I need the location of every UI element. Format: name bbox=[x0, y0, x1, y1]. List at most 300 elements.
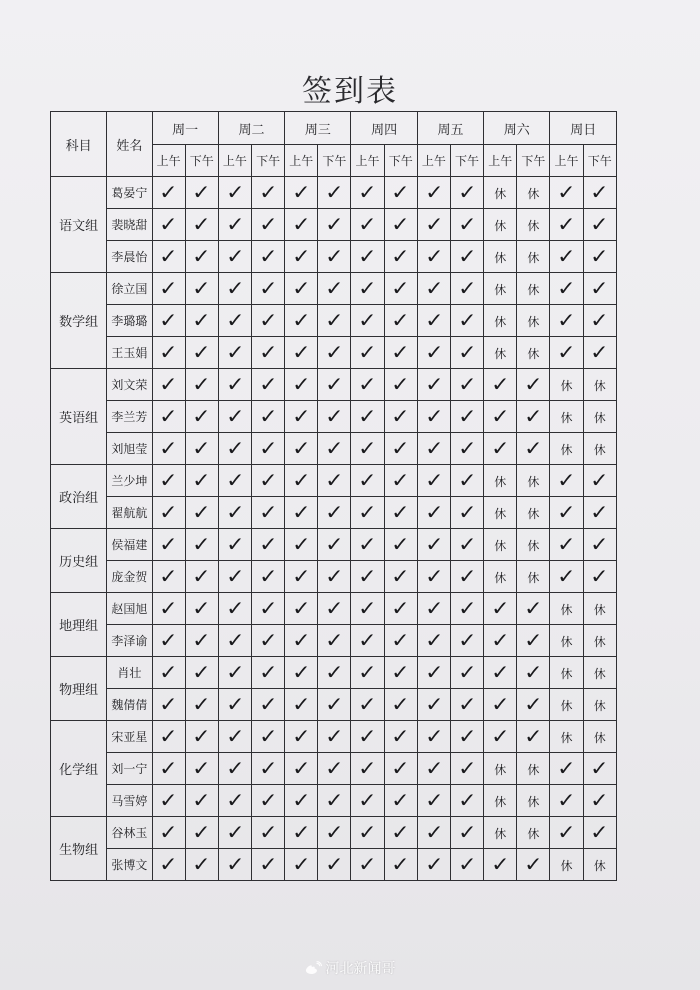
table-row bbox=[51, 560, 617, 592]
mark-cell bbox=[583, 337, 616, 369]
mark-cell bbox=[218, 401, 251, 433]
mark-cell bbox=[384, 624, 417, 656]
check-mark: ✓ bbox=[159, 787, 178, 812]
check-mark: ✓ bbox=[225, 851, 245, 876]
check-mark: ✓ bbox=[358, 500, 377, 525]
check-mark: ✓ bbox=[192, 787, 211, 812]
mark-cell bbox=[450, 816, 483, 848]
mark-cell bbox=[251, 241, 284, 273]
mark-cell bbox=[351, 560, 384, 592]
mark-cell bbox=[484, 369, 517, 401]
subject-cell: 数学组 bbox=[51, 273, 107, 369]
check-mark: ✓ bbox=[358, 404, 377, 429]
check-mark: ✓ bbox=[524, 404, 543, 429]
mark-cell bbox=[351, 529, 384, 561]
check-mark: ✓ bbox=[325, 340, 344, 365]
check-mark: ✓ bbox=[524, 723, 543, 748]
check-mark: ✓ bbox=[159, 340, 178, 365]
check-mark: ✓ bbox=[292, 212, 311, 237]
mark-cell bbox=[384, 688, 417, 720]
rest-mark: 休 bbox=[527, 315, 540, 330]
mark-cell bbox=[185, 720, 218, 752]
rest-mark: 休 bbox=[527, 570, 540, 585]
check-mark: ✓ bbox=[391, 500, 410, 525]
table-row bbox=[51, 784, 617, 816]
check-mark: ✓ bbox=[258, 659, 278, 684]
check-mark: ✓ bbox=[325, 532, 344, 556]
mark-cell bbox=[550, 337, 583, 369]
mark-cell bbox=[517, 688, 550, 720]
check-mark: ✓ bbox=[424, 404, 444, 429]
mark-cell bbox=[251, 848, 284, 880]
mark-cell bbox=[384, 529, 417, 561]
mark-cell bbox=[417, 241, 450, 273]
check-mark: ✓ bbox=[325, 372, 344, 397]
mark-cell bbox=[285, 624, 318, 656]
header-morning: 上午 bbox=[484, 145, 517, 177]
check-mark: ✓ bbox=[292, 723, 311, 748]
check-mark: ✓ bbox=[159, 180, 178, 205]
check-mark: ✓ bbox=[258, 851, 278, 876]
check-mark: ✓ bbox=[325, 659, 344, 684]
table-row bbox=[51, 656, 617, 688]
name-cell: 庞金贺 bbox=[107, 560, 152, 592]
mark-cell bbox=[583, 720, 616, 752]
mark-cell bbox=[484, 816, 517, 848]
check-mark: ✓ bbox=[524, 627, 543, 652]
mark-cell bbox=[318, 465, 351, 497]
check-mark: ✓ bbox=[325, 244, 344, 269]
sheet-title: 签到表 bbox=[302, 74, 398, 109]
mark-cell bbox=[285, 816, 318, 848]
mark-cell bbox=[318, 433, 351, 465]
rest-mark: 休 bbox=[494, 570, 507, 585]
check-mark: ✓ bbox=[292, 372, 311, 397]
check-mark: ✓ bbox=[292, 691, 311, 716]
mark-cell bbox=[550, 177, 583, 209]
check-mark: ✓ bbox=[325, 627, 344, 652]
mark-cell bbox=[218, 273, 251, 305]
name-cell: 裴晓甜 bbox=[107, 209, 152, 241]
mark-cell bbox=[152, 497, 185, 529]
check-mark: ✓ bbox=[391, 340, 410, 365]
check-mark: ✓ bbox=[225, 340, 245, 365]
rest-mark: 休 bbox=[593, 666, 606, 681]
mark-cell bbox=[450, 848, 483, 880]
mark-cell bbox=[152, 433, 185, 465]
attendance-table bbox=[50, 111, 617, 881]
check-mark: ✓ bbox=[457, 468, 477, 493]
check-mark: ✓ bbox=[391, 212, 410, 237]
mark-cell bbox=[450, 624, 483, 656]
check-mark: ✓ bbox=[391, 563, 410, 588]
check-mark: ✓ bbox=[292, 180, 311, 205]
check-mark: ✓ bbox=[424, 787, 444, 812]
mark-cell bbox=[550, 560, 583, 592]
check-mark: ✓ bbox=[258, 532, 278, 556]
check-mark: ✓ bbox=[457, 500, 477, 525]
check-mark: ✓ bbox=[159, 595, 178, 620]
mark-cell bbox=[218, 241, 251, 273]
mark-cell bbox=[384, 273, 417, 305]
check-mark: ✓ bbox=[159, 500, 178, 525]
check-mark: ✓ bbox=[524, 595, 543, 620]
rest-mark: 休 bbox=[593, 602, 606, 617]
mark-cell bbox=[517, 433, 550, 465]
check-mark: ✓ bbox=[557, 180, 576, 205]
mark-cell bbox=[484, 241, 517, 273]
mark-cell bbox=[351, 241, 384, 273]
name-cell: 肖壮 bbox=[107, 656, 152, 688]
mark-cell bbox=[251, 720, 284, 752]
mark-cell bbox=[185, 752, 218, 784]
mark-cell bbox=[218, 560, 251, 592]
mark-cell bbox=[218, 305, 251, 337]
mark-cell bbox=[318, 241, 351, 273]
check-mark: ✓ bbox=[424, 372, 444, 397]
check-mark: ✓ bbox=[391, 755, 410, 780]
mark-cell bbox=[517, 848, 550, 880]
mark-cell bbox=[152, 401, 185, 433]
rest-mark: 休 bbox=[593, 379, 606, 394]
table-row bbox=[51, 305, 617, 337]
mark-cell bbox=[185, 560, 218, 592]
rest-mark: 休 bbox=[560, 443, 573, 458]
mark-cell bbox=[218, 720, 251, 752]
mark-cell bbox=[517, 177, 550, 209]
mark-cell bbox=[218, 784, 251, 816]
rest-mark: 休 bbox=[494, 794, 507, 809]
mark-cell bbox=[218, 592, 251, 624]
mark-cell bbox=[417, 656, 450, 688]
rest-mark: 休 bbox=[593, 634, 606, 649]
check-mark: ✓ bbox=[292, 787, 311, 812]
mark-cell bbox=[318, 592, 351, 624]
check-mark: ✓ bbox=[590, 212, 610, 237]
mark-cell bbox=[517, 369, 550, 401]
check-mark: ✓ bbox=[490, 404, 510, 429]
check-mark: ✓ bbox=[358, 436, 377, 461]
name-cell: 王玉娟 bbox=[107, 337, 152, 369]
check-mark: ✓ bbox=[424, 755, 444, 780]
check-mark: ✓ bbox=[258, 787, 278, 812]
mark-cell bbox=[351, 401, 384, 433]
check-mark: ✓ bbox=[192, 308, 211, 333]
table-row bbox=[51, 592, 617, 624]
mark-cell bbox=[251, 816, 284, 848]
check-mark: ✓ bbox=[358, 372, 377, 397]
mark-cell bbox=[318, 337, 351, 369]
rest-mark: 休 bbox=[560, 379, 573, 394]
check-mark: ✓ bbox=[424, 851, 444, 876]
check-mark: ✓ bbox=[358, 787, 377, 812]
mark-cell bbox=[517, 656, 550, 688]
rest-mark: 休 bbox=[494, 762, 507, 777]
check-mark: ✓ bbox=[590, 468, 610, 493]
check-mark: ✓ bbox=[159, 468, 178, 493]
check-mark: ✓ bbox=[490, 723, 510, 748]
mark-cell bbox=[384, 720, 417, 752]
check-mark: ✓ bbox=[457, 308, 477, 333]
check-mark: ✓ bbox=[424, 276, 444, 301]
mark-cell bbox=[285, 177, 318, 209]
mark-cell bbox=[450, 688, 483, 720]
mark-cell bbox=[185, 273, 218, 305]
mark-cell bbox=[484, 337, 517, 369]
check-mark: ✓ bbox=[292, 500, 311, 525]
rest-mark: 休 bbox=[593, 698, 606, 713]
mark-cell bbox=[583, 209, 616, 241]
check-mark: ✓ bbox=[258, 500, 278, 525]
mark-cell bbox=[484, 497, 517, 529]
mark-cell bbox=[351, 369, 384, 401]
mark-cell bbox=[450, 720, 483, 752]
subject-cell: 英语组 bbox=[51, 369, 107, 465]
rest-mark: 休 bbox=[527, 251, 540, 266]
mark-cell bbox=[550, 592, 583, 624]
table-row bbox=[51, 337, 617, 369]
mark-cell bbox=[185, 241, 218, 273]
check-mark: ✓ bbox=[192, 340, 211, 365]
mark-cell bbox=[285, 784, 318, 816]
mark-cell bbox=[251, 529, 284, 561]
header-afternoon: 下午 bbox=[450, 145, 483, 177]
table-row bbox=[51, 273, 617, 305]
mark-cell bbox=[384, 752, 417, 784]
mark-cell bbox=[550, 497, 583, 529]
mark-cell bbox=[185, 816, 218, 848]
mark-cell bbox=[152, 816, 185, 848]
subject-cell: 化学组 bbox=[51, 720, 107, 816]
check-mark: ✓ bbox=[490, 372, 510, 397]
name-cell: 刘文荣 bbox=[107, 369, 152, 401]
mark-cell bbox=[152, 529, 185, 561]
mark-cell bbox=[285, 752, 318, 784]
mark-cell bbox=[251, 305, 284, 337]
check-mark: ✓ bbox=[391, 627, 410, 652]
mark-cell bbox=[517, 592, 550, 624]
check-mark: ✓ bbox=[192, 404, 211, 429]
rest-mark: 休 bbox=[560, 666, 573, 681]
mark-cell bbox=[218, 816, 251, 848]
mark-cell bbox=[417, 433, 450, 465]
mark-cell bbox=[152, 592, 185, 624]
mark-cell bbox=[285, 369, 318, 401]
check-mark: ✓ bbox=[225, 691, 245, 716]
check-mark: ✓ bbox=[225, 212, 245, 237]
mark-cell bbox=[450, 529, 483, 561]
mark-cell bbox=[583, 369, 616, 401]
check-mark: ✓ bbox=[391, 244, 410, 269]
rest-mark: 休 bbox=[560, 411, 573, 426]
table-row bbox=[51, 688, 617, 720]
check-mark: ✓ bbox=[391, 372, 410, 397]
check-mark: ✓ bbox=[557, 340, 576, 365]
mark-cell bbox=[285, 305, 318, 337]
mark-cell bbox=[351, 337, 384, 369]
check-mark: ✓ bbox=[490, 659, 510, 684]
mark-cell bbox=[583, 497, 616, 529]
check-mark: ✓ bbox=[457, 595, 477, 620]
mark-cell bbox=[318, 560, 351, 592]
check-mark: ✓ bbox=[590, 244, 610, 269]
mark-cell bbox=[251, 273, 284, 305]
mark-cell bbox=[583, 816, 616, 848]
check-mark: ✓ bbox=[325, 308, 344, 333]
check-mark: ✓ bbox=[557, 500, 576, 525]
check-mark: ✓ bbox=[424, 659, 444, 684]
name-cell: 葛晏宁 bbox=[107, 177, 152, 209]
mark-cell bbox=[417, 816, 450, 848]
mark-cell bbox=[583, 401, 616, 433]
check-mark: ✓ bbox=[457, 404, 477, 429]
check-mark: ✓ bbox=[325, 180, 344, 205]
mark-cell bbox=[384, 177, 417, 209]
mark-cell bbox=[285, 209, 318, 241]
mark-cell bbox=[550, 209, 583, 241]
check-mark: ✓ bbox=[258, 723, 278, 748]
check-mark: ✓ bbox=[358, 532, 377, 556]
name-cell: 徐立国 bbox=[107, 273, 152, 305]
name-cell: 兰少坤 bbox=[107, 465, 152, 497]
subject-cell: 地理组 bbox=[51, 592, 107, 656]
mark-cell bbox=[285, 529, 318, 561]
check-mark: ✓ bbox=[292, 276, 311, 301]
mark-cell bbox=[251, 177, 284, 209]
mark-cell bbox=[251, 560, 284, 592]
mark-cell bbox=[417, 752, 450, 784]
check-mark: ✓ bbox=[292, 755, 311, 780]
check-mark: ✓ bbox=[258, 340, 278, 365]
check-mark: ✓ bbox=[358, 819, 377, 844]
mark-cell bbox=[484, 560, 517, 592]
check-mark: ✓ bbox=[258, 563, 278, 588]
rest-mark: 休 bbox=[527, 219, 540, 234]
name-cell: 张博文 bbox=[107, 848, 152, 880]
mark-cell bbox=[351, 720, 384, 752]
check-mark: ✓ bbox=[192, 468, 211, 493]
check-mark: ✓ bbox=[258, 436, 278, 461]
rest-mark: 休 bbox=[560, 698, 573, 713]
mark-cell bbox=[484, 592, 517, 624]
check-mark: ✓ bbox=[457, 755, 477, 780]
rest-mark: 休 bbox=[527, 762, 540, 777]
mark-cell bbox=[251, 209, 284, 241]
name-cell: 李泽谕 bbox=[107, 624, 152, 656]
table-row bbox=[51, 816, 617, 848]
check-mark: ✓ bbox=[225, 468, 245, 493]
check-mark: ✓ bbox=[457, 819, 477, 844]
check-mark: ✓ bbox=[325, 723, 344, 748]
mark-cell bbox=[152, 752, 185, 784]
mark-cell bbox=[351, 177, 384, 209]
rest-mark: 休 bbox=[494, 826, 507, 841]
rest-mark: 休 bbox=[527, 347, 540, 362]
rest-mark: 休 bbox=[593, 411, 606, 426]
check-mark: ✓ bbox=[457, 691, 477, 716]
mark-cell bbox=[550, 688, 583, 720]
mark-cell bbox=[517, 305, 550, 337]
check-mark: ✓ bbox=[192, 500, 211, 525]
check-mark: ✓ bbox=[325, 212, 344, 237]
check-mark: ✓ bbox=[258, 755, 278, 780]
mark-cell bbox=[218, 848, 251, 880]
check-mark: ✓ bbox=[590, 500, 610, 525]
mark-cell bbox=[550, 752, 583, 784]
check-mark: ✓ bbox=[490, 436, 510, 461]
check-mark: ✓ bbox=[457, 532, 477, 556]
check-mark: ✓ bbox=[358, 340, 377, 365]
mark-cell bbox=[417, 784, 450, 816]
name-cell: 刘旭莹 bbox=[107, 433, 152, 465]
mark-cell bbox=[384, 209, 417, 241]
check-mark: ✓ bbox=[557, 563, 576, 588]
check-mark: ✓ bbox=[490, 691, 510, 716]
check-mark: ✓ bbox=[557, 755, 576, 780]
mark-cell bbox=[550, 273, 583, 305]
check-mark: ✓ bbox=[457, 244, 477, 269]
check-mark: ✓ bbox=[225, 723, 245, 748]
watermark-text: 河北新闻哥 bbox=[325, 961, 396, 977]
check-mark: ✓ bbox=[457, 627, 477, 652]
mark-cell bbox=[185, 369, 218, 401]
mark-cell bbox=[417, 529, 450, 561]
mark-cell bbox=[318, 497, 351, 529]
check-mark: ✓ bbox=[524, 691, 543, 716]
name-cell: 侯福建 bbox=[107, 529, 152, 561]
mark-cell bbox=[251, 401, 284, 433]
mark-cell bbox=[517, 337, 550, 369]
mark-cell bbox=[285, 592, 318, 624]
mark-cell bbox=[152, 209, 185, 241]
mark-cell bbox=[351, 688, 384, 720]
mark-cell bbox=[185, 624, 218, 656]
header-morning: 上午 bbox=[218, 145, 251, 177]
check-mark: ✓ bbox=[225, 372, 245, 397]
mark-cell bbox=[351, 816, 384, 848]
mark-cell bbox=[384, 497, 417, 529]
mark-cell bbox=[351, 784, 384, 816]
check-mark: ✓ bbox=[292, 436, 311, 461]
header-subject: 科目 bbox=[51, 112, 107, 177]
check-mark: ✓ bbox=[358, 212, 377, 237]
table-row bbox=[51, 752, 617, 784]
mark-cell bbox=[583, 592, 616, 624]
mark-cell bbox=[583, 848, 616, 880]
check-mark: ✓ bbox=[424, 595, 444, 620]
mark-cell bbox=[517, 241, 550, 273]
check-mark: ✓ bbox=[192, 244, 211, 269]
subject-cell: 政治组 bbox=[51, 465, 107, 529]
check-mark: ✓ bbox=[192, 723, 211, 748]
mark-cell bbox=[384, 465, 417, 497]
check-mark: ✓ bbox=[258, 276, 278, 301]
table-row bbox=[51, 720, 617, 752]
header-afternoon: 下午 bbox=[517, 145, 550, 177]
mark-cell bbox=[417, 305, 450, 337]
table-row bbox=[51, 369, 617, 401]
mark-cell bbox=[484, 209, 517, 241]
check-mark: ✓ bbox=[391, 276, 410, 301]
check-mark: ✓ bbox=[424, 468, 444, 493]
rest-mark: 休 bbox=[593, 858, 606, 873]
mark-cell bbox=[185, 337, 218, 369]
mark-cell bbox=[484, 688, 517, 720]
check-mark: ✓ bbox=[258, 595, 278, 620]
mark-cell bbox=[583, 656, 616, 688]
mark-cell bbox=[285, 465, 318, 497]
mark-cell bbox=[185, 433, 218, 465]
